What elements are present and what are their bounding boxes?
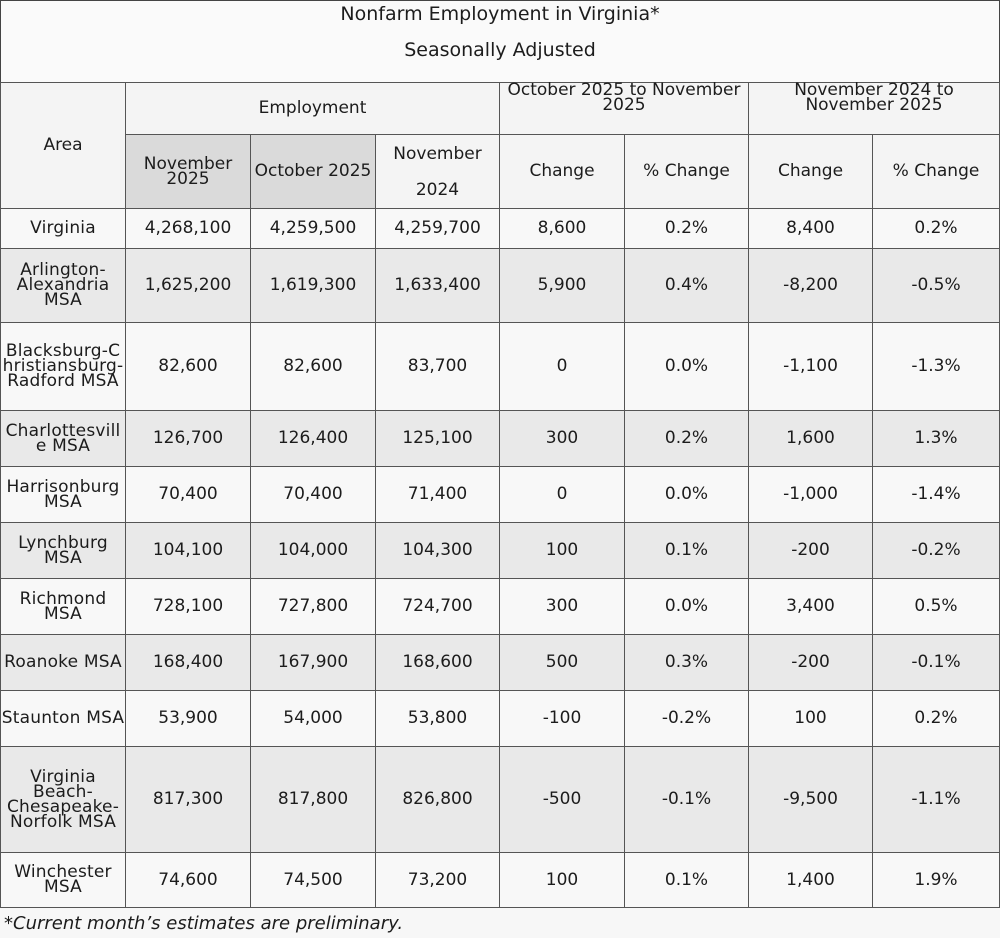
table-row: [1, 635, 1000, 691]
yearly-change-cell: -1,000: [749, 467, 873, 523]
monthly-pct-cell: 0.2%: [625, 411, 749, 467]
yearly-pct-cell: -1.4%: [873, 467, 1000, 523]
nov-2024-cell: 4,259,700: [376, 209, 500, 249]
yearly-change-cell: -200: [749, 523, 873, 579]
monthly-pct-cell: 0.1%: [625, 523, 749, 579]
nov-2025-cell: 817,300: [126, 747, 251, 853]
yearly-pct-cell: -1.3%: [873, 323, 1000, 411]
yearly-change-cell: -8,200: [749, 249, 873, 323]
area-cell: Richmond MSA: [1, 579, 126, 635]
header-area: Area: [1, 83, 126, 209]
monthly-pct-cell: 0.0%: [625, 323, 749, 411]
yearly-pct-cell: 1.9%: [873, 853, 1000, 908]
area-cell: Winchester MSA: [1, 853, 126, 908]
yearly-change-cell: 8,400: [749, 209, 873, 249]
employment-table: [0, 82, 1000, 908]
area-cell: Lynchburg MSA: [1, 523, 126, 579]
nov-2025-cell: 82,600: [126, 323, 251, 411]
nov-2024-cell: 724,700: [376, 579, 500, 635]
area-cell: Arlington-Alexandria MSA: [1, 249, 126, 323]
yearly-pct-cell: 0.2%: [873, 691, 1000, 747]
table-row: [1, 747, 1000, 853]
oct-2025-cell: 70,400: [251, 467, 376, 523]
oct-2025-cell: 104,000: [251, 523, 376, 579]
monthly-pct-cell: 0.1%: [625, 853, 749, 908]
header-monthly-change: Change: [500, 135, 625, 209]
monthly-change-cell: 100: [500, 523, 625, 579]
yearly-pct-cell: -0.2%: [873, 523, 1000, 579]
oct-2025-cell: 126,400: [251, 411, 376, 467]
header-yearly-group: November 2024 to November 2025: [749, 83, 1000, 135]
table-row: [1, 467, 1000, 523]
header-yearly-change: Change: [749, 135, 873, 209]
header-oct-2025: October 2025: [251, 135, 376, 209]
table-row: [1, 323, 1000, 411]
table-row: [1, 411, 1000, 467]
oct-2025-cell: 727,800: [251, 579, 376, 635]
yearly-pct-cell: 0.5%: [873, 579, 1000, 635]
nov-2024-cell: 104,300: [376, 523, 500, 579]
nov-2025-cell: 53,900: [126, 691, 251, 747]
table-row: [1, 209, 1000, 249]
table-subtitle: Seasonally Adjusted: [404, 39, 596, 61]
monthly-pct-cell: 0.0%: [625, 579, 749, 635]
nov-2024-cell: 1,633,400: [376, 249, 500, 323]
oct-2025-cell: 74,500: [251, 853, 376, 908]
nov-2024-cell: 168,600: [376, 635, 500, 691]
nov-2024-cell: 73,200: [376, 853, 500, 908]
table-row: [1, 249, 1000, 323]
yearly-pct-cell: 0.2%: [873, 209, 1000, 249]
monthly-change-cell: 0: [500, 467, 625, 523]
yearly-change-cell: 100: [749, 691, 873, 747]
yearly-change-cell: 3,400: [749, 579, 873, 635]
nov-2025-cell: 1,625,200: [126, 249, 251, 323]
monthly-change-cell: 300: [500, 411, 625, 467]
yearly-change-cell: -1,100: [749, 323, 873, 411]
oct-2025-cell: 82,600: [251, 323, 376, 411]
monthly-change-cell: 8,600: [500, 209, 625, 249]
monthly-change-cell: -100: [500, 691, 625, 747]
nov-2024-cell: 83,700: [376, 323, 500, 411]
nov-2025-cell: 126,700: [126, 411, 251, 467]
area-cell: Harrisonburg MSA: [1, 467, 126, 523]
yearly-change-cell: -9,500: [749, 747, 873, 853]
header-monthly-group: October 2025 to November 2025: [500, 83, 749, 135]
area-cell: Virginia: [1, 209, 126, 249]
table-row: [1, 579, 1000, 635]
monthly-pct-cell: -0.2%: [625, 691, 749, 747]
header-employment: Employment: [126, 83, 500, 135]
header-monthly-pct-change: % Change: [625, 135, 749, 209]
table-row: [1, 691, 1000, 747]
oct-2025-cell: 1,619,300: [251, 249, 376, 323]
nov-2025-cell: 168,400: [126, 635, 251, 691]
yearly-pct-cell: -1.1%: [873, 747, 1000, 853]
table-title: Nonfarm Employment in Virginia*: [340, 3, 660, 25]
monthly-change-cell: 300: [500, 579, 625, 635]
nov-2024-cell: 826,800: [376, 747, 500, 853]
yearly-pct-cell: -0.5%: [873, 249, 1000, 323]
area-cell: Staunton MSA: [1, 691, 126, 747]
nov-2024-cell: 125,100: [376, 411, 500, 467]
monthly-change-cell: 100: [500, 853, 625, 908]
area-cell: Charlottesville MSA: [1, 411, 126, 467]
footnote: *Current month’s estimates are preliminary.: [4, 913, 404, 934]
monthly-change-cell: 5,900: [500, 249, 625, 323]
monthly-pct-cell: 0.4%: [625, 249, 749, 323]
yearly-pct-cell: 1.3%: [873, 411, 1000, 467]
monthly-change-cell: 0: [500, 323, 625, 411]
monthly-pct-cell: 0.2%: [625, 209, 749, 249]
header-nov-2024: November 2024: [376, 135, 500, 209]
oct-2025-cell: 54,000: [251, 691, 376, 747]
table-row: [1, 523, 1000, 579]
nov-2024-cell: 53,800: [376, 691, 500, 747]
table-row: [1, 853, 1000, 908]
table-title-box: [0, 0, 1000, 85]
nov-2024-cell: 71,400: [376, 467, 500, 523]
monthly-pct-cell: 0.0%: [625, 467, 749, 523]
yearly-change-cell: 1,600: [749, 411, 873, 467]
yearly-change-cell: 1,400: [749, 853, 873, 908]
oct-2025-cell: 4,259,500: [251, 209, 376, 249]
header-nov-2025: November 2025: [126, 135, 251, 209]
nov-2025-cell: 74,600: [126, 853, 251, 908]
yearly-change-cell: -200: [749, 635, 873, 691]
nov-2025-cell: 70,400: [126, 467, 251, 523]
area-cell: Blacksburg-Christiansburg-Radford MSA: [1, 323, 126, 411]
area-cell: Virginia Beach-Chesapeake-Norfolk MSA: [1, 747, 126, 853]
monthly-change-cell: 500: [500, 635, 625, 691]
nov-2025-cell: 728,100: [126, 579, 251, 635]
monthly-change-cell: -500: [500, 747, 625, 853]
area-cell: Roanoke MSA: [1, 635, 126, 691]
oct-2025-cell: 817,800: [251, 747, 376, 853]
monthly-pct-cell: 0.3%: [625, 635, 749, 691]
oct-2025-cell: 167,900: [251, 635, 376, 691]
header-yearly-pct-change: % Change: [873, 135, 1000, 209]
nov-2025-cell: 4,268,100: [126, 209, 251, 249]
yearly-pct-cell: -0.1%: [873, 635, 1000, 691]
nov-2025-cell: 104,100: [126, 523, 251, 579]
monthly-pct-cell: -0.1%: [625, 747, 749, 853]
